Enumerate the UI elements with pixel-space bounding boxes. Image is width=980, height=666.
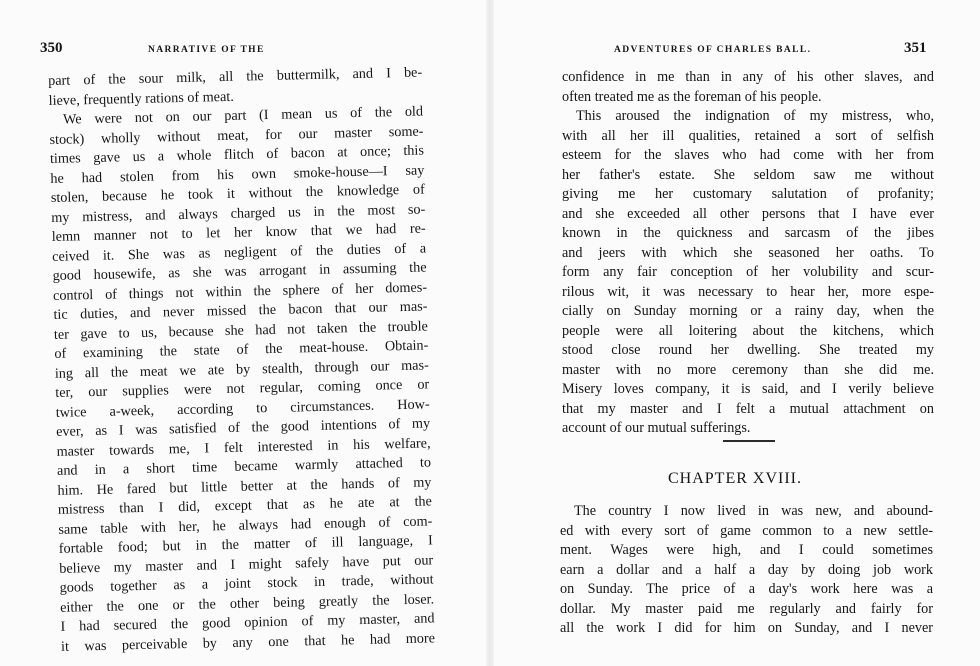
text-line: that my master and I felt a mutual attachment on [562,400,934,417]
text-line: good housewife, as she was arrogant in assuming the [52,259,427,284]
text-line: Misery loves company, it is said, and I verily believe [562,381,934,397]
section-divider [723,440,775,442]
right-page [490,0,980,666]
text-line: part of the sour milk, all the buttermilk, and I be- [48,64,423,89]
text-line: he had stolen from his own smoke-house—I say [50,161,425,187]
text-line: him. He fared but little better at the hands of my [57,473,432,499]
text-line: on Sunday. The price of a day's work here was a [560,581,933,597]
text-line: stolen, because he took it without the knowledge of [50,181,425,206]
text-line: either the one or the other being greatly the loser. [59,590,435,616]
text-line: ter gave to us, because she had not taken the trouble [53,317,429,343]
right-body-text-bottom [560,502,933,639]
text-line: with all her ill qualities, retained a sort of selfish [562,127,934,144]
text-line: it was perceivable by any one that he had more [60,629,436,655]
right-body-text-top [562,68,934,439]
text-line: mistress than I did, except that as he ate at the [57,493,433,518]
left-body-text [48,64,435,657]
text-line: esteem for the slaves who had come with her from [562,147,934,163]
text-line: all the work I did for him on Sunday, and I never [560,620,933,636]
text-line: form any fair conception of her volubility and scur- [562,264,934,280]
text-line: master towards me, I felt interested in his welfare, [56,434,431,460]
text-line: cially on Sunday morning or a rainy day, when the [562,303,934,319]
text-line: lieve, frequently rations of meat. [48,88,234,109]
text-line: ever, as I was satisfied of the good intentions of my [55,415,431,440]
text-line: often treated me as the foreman of his people. [562,88,822,105]
text-line: times gave us a whole flitch of bacon at once; this [49,142,425,167]
text-line: known in the quickness and sarcasm of the jibes [562,225,934,241]
left-page-number: 350 [40,40,63,56]
text-line: ceived it. She was as negligent of the duties of a [52,239,427,265]
text-line: We were not on our part (I mean us of the old [62,103,424,128]
text-line: I had secured the good opinion of my master, and [60,610,435,635]
text-line: believe my master and I might safely have put our [59,551,434,577]
text-line: dollar. My master paid me regularly and fairly for [560,600,933,617]
text-line: ed with every sort of game common to a new settle- [560,522,933,539]
text-line: and she exceeded all other persons that I have ever [562,205,934,222]
text-line: stock) wholly without meat, for our master some- [49,122,424,148]
right-running-head: ADVENTURES OF CHARLES BALL. [614,45,812,55]
text-line: giving me her customary salutation of profanity; [562,186,934,202]
text-line: ment. Wages were high, and I could sometimes [560,542,933,558]
text-line: account of our mutual sufferings. [562,420,751,436]
text-line: of examining the state of the meat-house. Obtain- [54,337,429,362]
text-line: ing all the meat we ate by stealth, through our mas- [54,356,429,382]
text-line: master with no more ceremony than she did me. [562,361,934,378]
text-line: and jeers with which she seasoned her oaths. To [562,244,934,261]
text-line: ter, our supplies were not regular, coming once or [55,376,430,401]
left-running-header [40,40,440,57]
text-line: goods together as a joint stock in trade, without [59,571,434,596]
text-line: The country I now lived in was new, and abound- [574,503,933,519]
text-line: her father's estate. She seldom saw me without [562,166,934,183]
chapter-heading: CHAPTER XVIII. [668,470,802,487]
text-line: same table with her, he always had enough of com- [58,512,433,538]
text-line: earn a dollar and a half a day by doing job work [560,561,933,578]
text-line: confidence in me than in any of his other slaves, and [562,69,934,85]
text-line: lemn manner not to let her know that we had re- [51,220,426,245]
text-line: stood close round her dwelling. She treated my [562,342,934,358]
text-line: and in a short time became warmly attached to [56,454,432,479]
text-line: This aroused the indignation of my mistress, who, [576,108,934,124]
text-line: twice a-week, according to circumstances. How- [55,395,430,421]
text-line: people were all loitering about the kitchens, which [562,322,934,339]
right-page-number: 351 [904,40,927,56]
text-line: my mistress, and always charged us in the most so- [51,200,426,226]
text-line: fortable food; but in the matter of ill language, I [58,532,433,557]
text-line: control of things not within the sphere of her domes- [52,278,428,304]
text-line: tic duties, and never missed the bacon that our mas- [53,298,428,323]
left-running-head: NARRATIVE OF THE [148,45,265,55]
text-line: rilous wit, it was necessary to hear her, more espe- [562,283,934,300]
